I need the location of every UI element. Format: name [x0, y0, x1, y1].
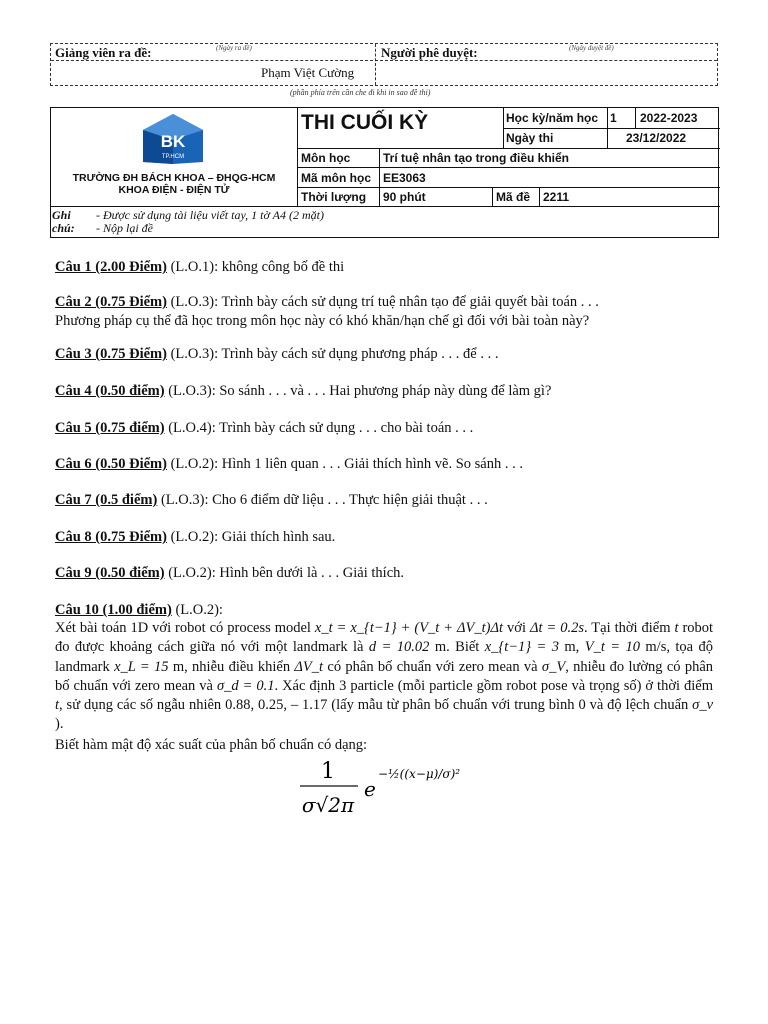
- approver-date-hint: (Ngày duyệt đề): [569, 44, 614, 52]
- formula-denominator: σ√2π: [301, 793, 355, 817]
- logo-text: BK: [160, 132, 186, 151]
- code-label: Mã môn học: [301, 171, 372, 185]
- gaussian-pdf-formula: [296, 754, 468, 820]
- question-4: Câu 4 (0.50 điểm) (L.O.3): So sánh . . . và . . . Hai phương pháp này dùng để làm gì?: [55, 383, 552, 399]
- year-value: 2022-2023: [640, 111, 698, 125]
- formula-base: e: [364, 777, 376, 801]
- duration-value: 90 phút: [383, 190, 426, 204]
- author-name: Phạm Việt Cường: [261, 65, 355, 80]
- question-10-body: Xét bài toán 1D với robot có process model x_t = x_{t−1} + (V_t + ΔV_t)Δt với Δt = 0.2s. Tại thời điểm t robot đo được khoảng cách giữa nó với một landmark là d = 10.02 m. Biết x_{t−1} = 3 m, V_t = 10 m/s, tọa độ landmark x_L = 15 m, nhiễu điều khiển ΔV_t có phân bố chuẩn với zero mean và σ_V, nhiễu đo lường có phân bố chuẩn với zero mean và σ_d = 0.1. Xác định 3 particle (mỗi particle gồm robot pose và trọng số) ở thời điểm t, sử dụng các số ngẫu nhiên 0.88, 0.25, – 1.17 (lấy mẫu từ phân bố chuẩn với trung bình 0 và độ lệch chuẩn σ_v ).: [55, 620, 714, 733]
- approval-table: [50, 43, 718, 86]
- question-8: Câu 8 (0.75 Điểm) (L.O.2): Giải thích hình sau.: [55, 529, 336, 545]
- question-9: Câu 9 (0.50 điểm) (L.O.2): Hình bên dưới là . . . Giải thích.: [55, 565, 405, 581]
- formula-exponent: −½((x−μ)/σ)²: [378, 767, 461, 781]
- school-line1: TRƯỜNG ĐH BÁCH KHOA – ĐHQG-HCM: [72, 172, 276, 184]
- author-label: Giảng viên ra đề:: [55, 45, 152, 60]
- question-7: Câu 7 (0.5 điểm) (L.O.3): Cho 6 điểm dữ liệu . . . Thực hiện giải thuật . . .: [55, 492, 488, 508]
- duration-label: Thời lượng: [301, 190, 367, 204]
- hide-note: (phần phía trên cần che đi khi in sao đề thi): [290, 88, 431, 97]
- question-5: Câu 5 (0.75 điểm) (L.O.4): Trình bày cách sử dụng . . . cho bài toán . . .: [55, 420, 474, 436]
- exam-code-value: 2211: [543, 190, 570, 204]
- subject-value: Trí tuệ nhân tạo trong điều khiển: [383, 151, 570, 165]
- question-1: Câu 1 (2.00 Điểm) (L.O.1): không công bố đề thi: [55, 259, 345, 275]
- exam-header: [50, 107, 719, 238]
- question-10-head: Câu 10 (1.00 điểm) (L.O.2):: [55, 602, 223, 618]
- question-6: Câu 6 (0.50 Điểm) (L.O.2): Hình 1 liên quan . . . Giải thích hình vẽ. So sánh . . .: [55, 456, 523, 472]
- subject-label: Môn học: [301, 151, 351, 165]
- note-1: - Được sử dụng tài liệu viết tay, 1 tờ A4 (2 mặt): [96, 208, 324, 222]
- exam-title: THI CUỐI KỲ: [301, 111, 429, 134]
- question-3: Câu 3 (0.75 Điểm) (L.O.3): Trình bày cách sử dụng phương pháp . . . để . . .: [55, 346, 499, 362]
- code-value: EE3063: [383, 171, 426, 185]
- approver-label: Người phê duyệt:: [381, 45, 478, 60]
- note-label-2: chú:: [52, 221, 75, 235]
- note-2: - Nộp lại đề: [96, 221, 153, 235]
- formula-numerator: 1: [321, 759, 335, 784]
- exam-code-label: Mã đề: [496, 190, 531, 204]
- date-label: Ngày thi: [506, 131, 554, 145]
- note-label-1: Ghi: [52, 208, 71, 222]
- question-2: Câu 2 (0.75 Điểm) (L.O.3): Trình bày cách sử dụng trí tuệ nhân tạo để giải quyết bài toán . . . Phương pháp cụ thể đã học trong môn học này có khó khăn/hạn chế gì đối với bài toàn này?: [55, 294, 599, 330]
- school-line2: KHOA ĐIỆN - ĐIỆN TỬ: [118, 184, 230, 196]
- pdf-intro: Biết hàm mật độ xác suất của phân bố chuẩn có dạng:: [55, 737, 368, 753]
- semester-value: 1: [610, 111, 617, 125]
- university-logo: [141, 112, 205, 166]
- logo-sub: TP.HCM: [161, 154, 185, 160]
- author-date-hint: (Ngày ra đề): [216, 44, 252, 52]
- date-value: 23/12/2022: [626, 131, 687, 145]
- semester-label: Học kỳ/năm học: [506, 111, 599, 125]
